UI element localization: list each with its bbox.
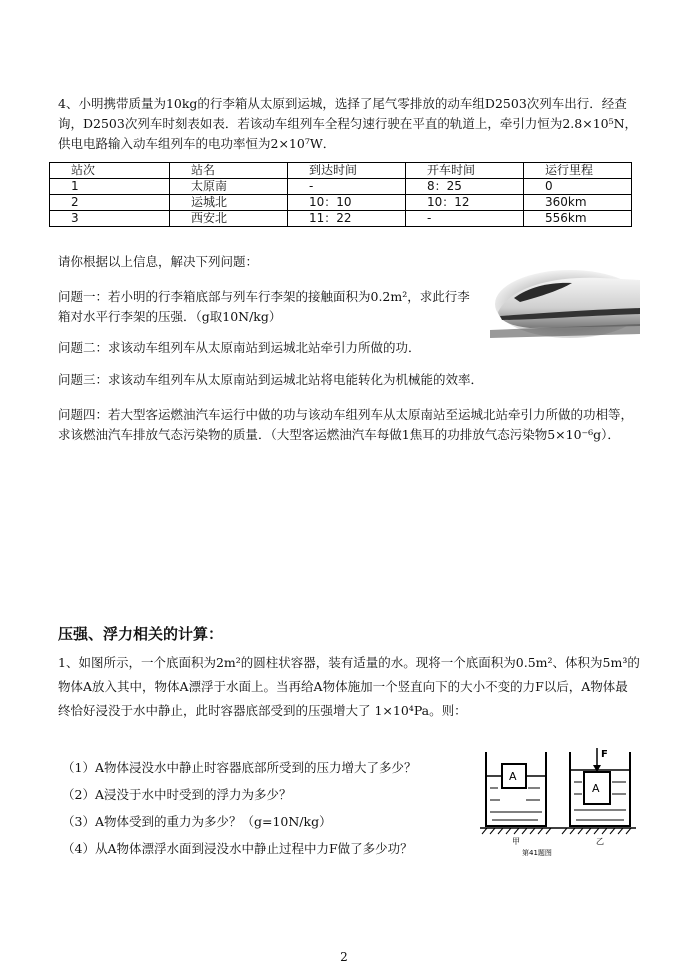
header-cell: 站次 [50, 163, 170, 179]
problem-4-intro: 4、小明携带质量为10kg的行李箱从太原到运城，选择了尾气零排放的动车组D2503次列车出行．经查询，D2503次列车时刻表如表．若该动车组列车全程匀速行驶在平直的轨道上，牵引力恒为2.8×10⁵N，供电电路输入动车组列车的电功率恒为2×10⁷W． [58, 96, 638, 151]
table-cell: 10：10 [288, 195, 406, 211]
block-a-label: A [509, 770, 517, 783]
page-number: 2 [340, 950, 348, 964]
table-cell: 运城北 [170, 195, 288, 211]
sub-question-2: （2）A浸没于水中时受到的浮力为多少？ [62, 787, 292, 802]
sub-question-4: （4）从A物体漂浮水面到浸没水中静止过程中力F做了多少功？ [62, 841, 413, 856]
table-cell: - [406, 211, 524, 227]
question-2: 问题二：求该动车组列车从太原南站到运城北站牵引力所做的功． [58, 340, 421, 355]
table-cell: 10：12 [406, 195, 524, 211]
figure-caption: 第41题图 [522, 849, 552, 857]
header-cell: 站名 [170, 163, 288, 179]
container-figure [478, 748, 638, 858]
table-cell: 8：25 [406, 179, 524, 195]
table-cell: 西安北 [170, 211, 288, 227]
label-jia: 甲 [512, 837, 520, 846]
table-cell: 556km [524, 211, 632, 227]
header-cell: 到达时间 [288, 163, 406, 179]
sub-question-3: （3）A物体受到的重力为多少？（g=10N/kg） [62, 814, 332, 829]
label-yi: 乙 [596, 837, 604, 846]
table-row [50, 195, 632, 211]
table-cell: 11：22 [288, 211, 406, 227]
table-cell: 360km [524, 195, 632, 211]
sub-question-1: （1）A物体浸没水中静止时容器底部所受到的压力增大了多少？ [62, 760, 417, 775]
header-cell: 运行里程 [524, 163, 632, 179]
table-header-row [50, 163, 632, 179]
table-cell: 太原南 [170, 179, 288, 195]
table-cell: 2 [50, 195, 170, 211]
buoyancy-problem-1: 1、如图所示，一个底面积为2m²的圆柱状容器，装有适量的水。现将一个底面积为0.5m²、体积为5m³的物体A放入其中，物体A漂浮于水面上。当再给A物体施加一个竖直向下的大小不变的力F以后，A物体最终恰好浸没于水中静止，此时容器底部受到的压强增大了 1×10⁴Pa。则： [58, 655, 640, 718]
instruction-text: 请你根据以上信息，解决下列问题： [58, 254, 259, 269]
force-label: F [601, 749, 608, 760]
block-a-label: A [592, 782, 600, 795]
table-cell: 0 [524, 179, 632, 195]
question-3: 问题三：求该动车组列车从太原南站到运城北站将电能转化为机械能的效率． [58, 372, 484, 387]
ground-hatching [480, 828, 636, 834]
table-cell: - [288, 179, 406, 195]
table-cell: 3 [50, 211, 170, 227]
question-1: 问题一：若小明的行李箱底部与列车行李架的接触面积为0.2m²，求此行李箱对水平行李架的压强．（g取10N/kg） [58, 289, 470, 324]
header-cell: 开车时间 [406, 163, 524, 179]
table-row [50, 211, 632, 227]
train-image [490, 264, 640, 340]
table-cell: 1 [50, 179, 170, 195]
table-row [50, 179, 632, 195]
question-4: 问题四：若大型客运燃油汽车运行中做的功与该动车组列车从太原南站至运城北站牵引力所做的功相等，求该燃油汽车排放气态污染物的质量．（大型客运燃油汽车每做1焦耳的功排放气态污染物5×10⁻⁶g）． [58, 407, 634, 442]
container-jia [486, 752, 546, 826]
container-yi [570, 748, 630, 826]
section-heading: 压强、浮力相关的计算： [58, 625, 224, 643]
train-timetable [49, 162, 632, 227]
